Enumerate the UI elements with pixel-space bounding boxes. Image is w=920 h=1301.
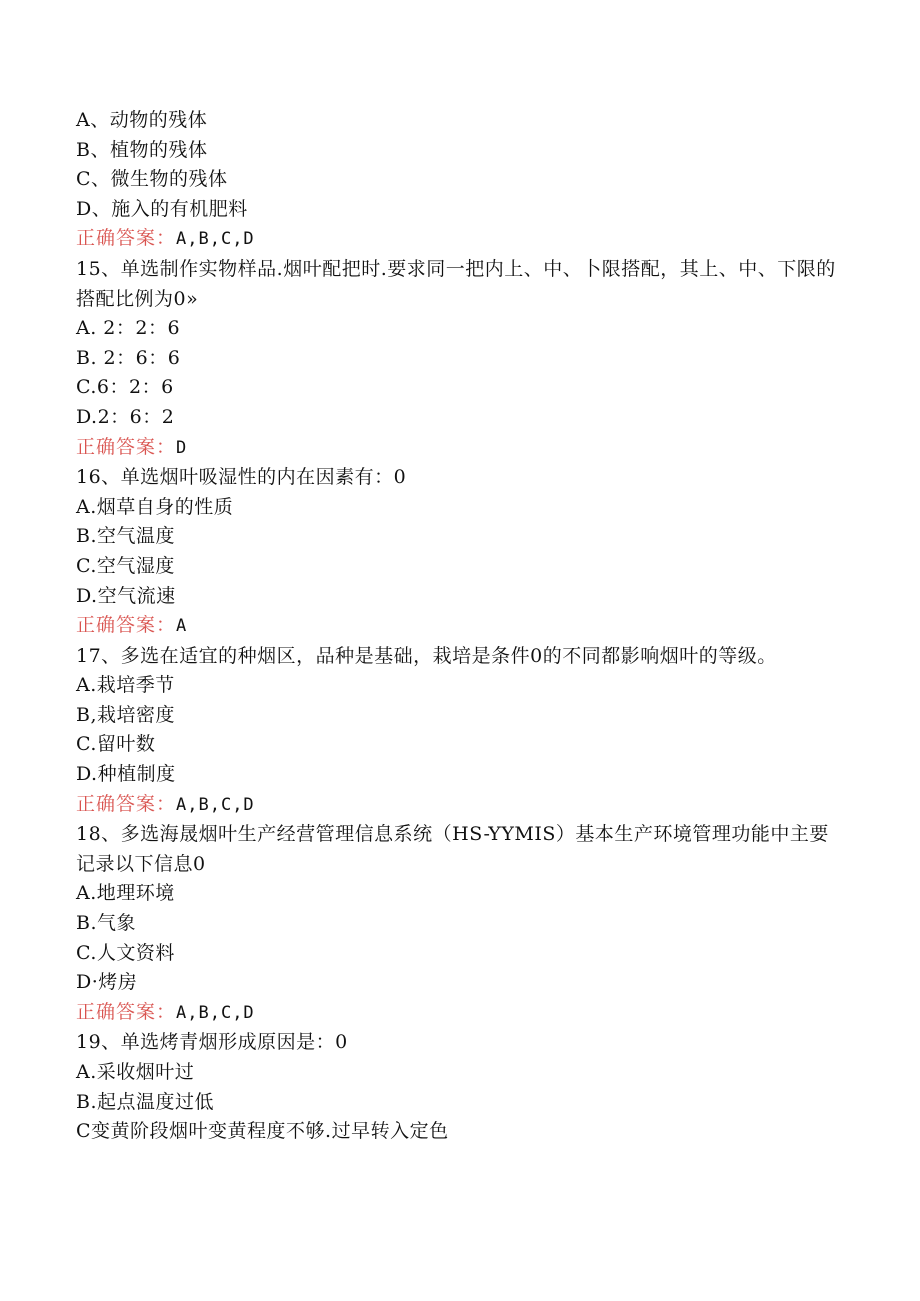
- correct-answer: [76, 611, 846, 642]
- option-c: C.留叶数: [76, 733, 156, 756]
- question-block-18: [76, 820, 846, 1028]
- document-page: [76, 106, 846, 1147]
- answer-label: 正确答案：: [76, 792, 177, 815]
- answer-value: D: [176, 437, 188, 458]
- answer-label: 正确答案：: [76, 1000, 177, 1023]
- option-c: C、微生物的残体: [76, 168, 228, 191]
- question-block-16: [76, 463, 846, 642]
- option-c: C.空气湿度: [76, 554, 175, 577]
- question-text: 17、多选在适宜的种烟区，品种是基础，栽培是条件0的不同都影响烟叶的等级。: [76, 644, 777, 667]
- question-block-14: [76, 106, 846, 255]
- question-block-15: [76, 255, 846, 463]
- option-b: B.起点温度过低: [76, 1090, 215, 1113]
- option-b: B. 2：6：6: [76, 346, 181, 369]
- option-d: D.2：6：2: [76, 405, 175, 428]
- option-d: D.空气流速: [76, 584, 176, 607]
- question-text: 15、单选制作实物样品.烟叶配把时.要求同一把内上、中、卜限搭配，其上、中、下限的搭配比例为0»: [76, 257, 836, 310]
- option-c: C.6：2：6: [76, 376, 174, 399]
- answer-value: A,B,C,D: [176, 794, 255, 815]
- question-text: 16、单选烟叶吸湿性的内在因素有：0: [76, 466, 407, 489]
- option-b: B、植物的残体: [76, 138, 208, 161]
- option-d: D·烤房: [76, 971, 138, 994]
- answer-label: 正确答案：: [76, 614, 177, 637]
- correct-answer: [76, 433, 846, 464]
- answer-value: A,B,C,D: [176, 1002, 255, 1023]
- question-text: 19、单选烤青烟形成原因是：0: [76, 1031, 348, 1054]
- option-a: A.采收烟叶过: [76, 1061, 195, 1083]
- option-a: A. 2：2：6: [76, 317, 181, 340]
- answer-label: 正确答案：: [76, 435, 177, 458]
- answer-value: A: [176, 616, 188, 637]
- option-c: C变黄阶段烟叶变黄程度不够.过早转入定色: [76, 1120, 449, 1143]
- option-d: D.种植制度: [76, 763, 176, 786]
- option-b: B.气象: [76, 912, 137, 935]
- option-a: A、动物的残体: [76, 109, 208, 131]
- correct-answer: [76, 998, 846, 1029]
- option-c: C.人文资料: [76, 941, 175, 964]
- question-text: 18、多选海晟烟叶生产经营管理信息系统（HS-YYMIS）基本生产环境管理功能中主要记录以下信息0: [76, 823, 829, 875]
- option-b: B.空气温度: [76, 525, 176, 548]
- option-a: A.栽培季节: [76, 674, 175, 697]
- option-d: D、施入的有机肥料: [76, 197, 248, 220]
- correct-answer: [76, 790, 846, 821]
- question-block-19: [76, 1028, 846, 1146]
- option-b: B,栽培密度: [76, 703, 176, 726]
- answer-label: 正确答案：: [76, 227, 177, 250]
- correct-answer: [76, 224, 846, 255]
- option-a: A.地理环境: [76, 882, 175, 905]
- option-a: A.烟草自身的性质: [76, 495, 234, 518]
- question-block-17: [76, 642, 846, 821]
- answer-value: A,B,C,D: [176, 229, 255, 250]
